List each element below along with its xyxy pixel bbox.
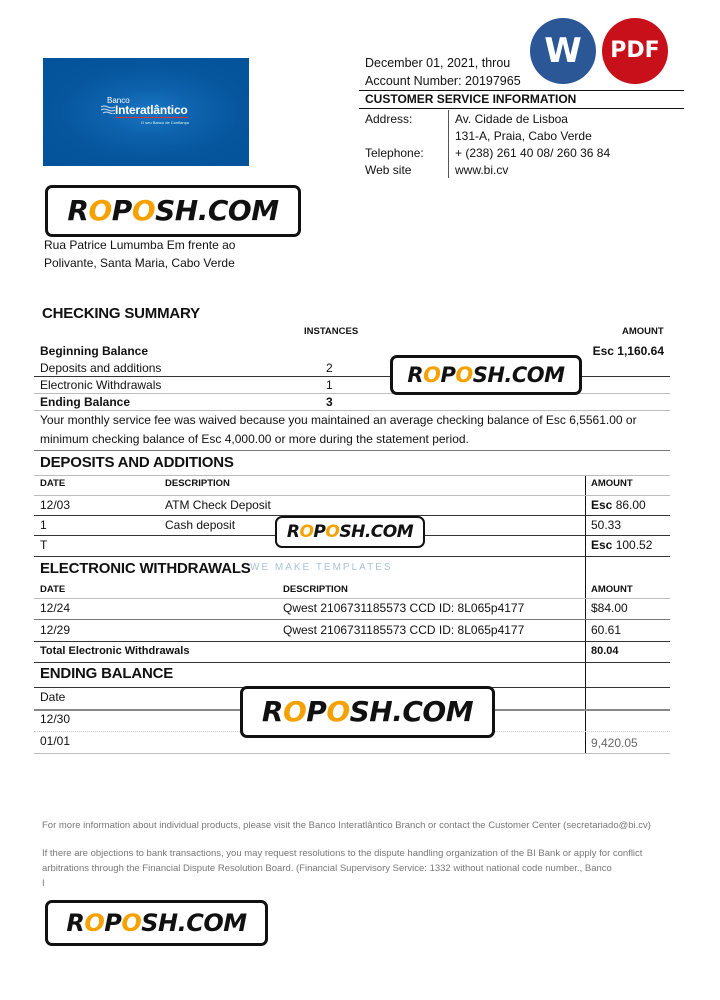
cs-label-address: Address: (365, 112, 413, 126)
withdrawals-total-label: Total Electronic Withdrawals (40, 645, 190, 657)
wm-letter: O (455, 363, 473, 387)
withdrawals-total-amount: 80.04 (591, 645, 619, 657)
wm-letter: P (111, 194, 132, 227)
summary-label-beginning: Beginning Balance (40, 344, 149, 358)
summary-label-deposits: Deposits and additions (40, 361, 162, 375)
amount-value: 86.00 (612, 498, 646, 512)
withdrawal-amount: $84.00 (591, 601, 628, 615)
word-download-button[interactable] (530, 18, 596, 84)
divider (34, 598, 670, 599)
watermark-tagline: WE MAKE TEMPLATES (250, 562, 393, 573)
pdf-download-button[interactable] (602, 18, 668, 84)
withdrawals-col-date: DATE (40, 584, 66, 595)
amount-value: 100.52 (612, 538, 653, 552)
pdf-icon: PDF (610, 38, 660, 63)
withdrawals-title: ELECTRONIC WITHDRAWALS (40, 560, 251, 577)
summary-label-withdrawals: Electronic Withdrawals (40, 378, 162, 392)
wm-letter: SH.COM (339, 522, 414, 542)
divider (448, 110, 449, 178)
bank-logo (43, 58, 249, 166)
wm-letter: O (121, 909, 142, 937)
amount-value: 50.33 (591, 518, 622, 532)
divider (34, 556, 670, 557)
watermark-logo (240, 686, 495, 738)
withdrawal-date: 12/24 (40, 601, 71, 615)
withdrawals-col-amount: AMOUNT (591, 584, 633, 595)
footer-info (42, 819, 651, 833)
divider (34, 662, 670, 663)
deposit-date: 1 (40, 518, 47, 532)
customer-address-line1: Rua Patrice Lumumba Em frente ao (44, 238, 236, 252)
deposits-col-amount: AMOUNT (591, 478, 633, 489)
ending-col-date: Date (40, 690, 66, 704)
watermark-logo (45, 185, 301, 237)
wm-letter: P (306, 695, 327, 728)
wm-letter: O (84, 909, 105, 937)
divider (34, 619, 670, 620)
checking-summary-title: CHECKING SUMMARY (42, 305, 200, 322)
deposits-col-date: DATE (40, 478, 66, 489)
wm-letter: P (440, 363, 456, 387)
footer-line1: For more information about individual products, please visit the Banco Interatlântico Branch or contact the Customer Center (secretariado@bi.cv) (42, 820, 651, 831)
deposit-total-amount (591, 538, 652, 553)
wm-letter: SH.COM (141, 909, 247, 937)
wm-letter: R (261, 695, 283, 728)
footer-line4: I (42, 878, 45, 889)
divider (34, 641, 670, 642)
summary-label-ending: Ending Balance (40, 395, 131, 409)
account-number: Account Number: 20197965 (365, 74, 521, 88)
divider (34, 475, 670, 476)
summary-instances-ending: 3 (326, 395, 333, 409)
watermark-logo (275, 516, 425, 548)
withdrawal-amount: 60.61 (591, 623, 622, 637)
customer-address-line2: Polivante, Santa Maria, Cabo Verde (44, 256, 235, 270)
divider (359, 108, 684, 109)
ending-date: 01/01 (40, 734, 71, 748)
ending-date: 12/30 (40, 712, 71, 726)
wm-letter: O (131, 194, 156, 227)
withdrawals-col-description: DESCRIPTION (283, 584, 348, 595)
divider (585, 557, 586, 753)
withdrawal-date: 12/29 (40, 623, 71, 637)
logo-tagline: O seu Banco de Confiança (141, 120, 189, 125)
col-instances: INSTANCES (304, 326, 359, 337)
wm-letter: R (66, 909, 85, 937)
wm-letter: P (313, 522, 326, 542)
col-amount: AMOUNT (622, 326, 664, 337)
divider (34, 495, 670, 496)
currency-prefix: Esc (591, 538, 613, 552)
summary-instances-deposits: 2 (326, 361, 333, 375)
wm-letter: O (326, 695, 350, 728)
deposit-total-label: T (40, 538, 48, 552)
deposits-col-description: DESCRIPTION (165, 478, 230, 489)
watermark-logo (390, 355, 582, 395)
service-fee-note-line2: minimum checking balance of Esc 4,000.00 or more during the statement period. (40, 432, 469, 446)
wm-letter: R (67, 194, 89, 227)
withdrawal-description: Qwest 2106731185573 CCD ID: 8L065p4177 (283, 601, 525, 615)
cs-label-telephone: Telephone: (365, 146, 424, 160)
service-fee-note-line1: Your monthly service fee was waived because you maintained an average checking balance of Esc 6,5561.00 or (40, 413, 637, 427)
summary-amount-beginning: Esc 1,160.64 (592, 344, 664, 358)
ending-balance-title: ENDING BALANCE (40, 665, 174, 682)
divider (34, 753, 670, 754)
deposit-description: Cash deposit (165, 518, 236, 532)
wm-letter: O (88, 194, 112, 227)
watermark-logo (45, 900, 268, 946)
deposit-date: 12/03 (40, 498, 71, 512)
summary-instances-withdrawals: 1 (326, 378, 333, 392)
deposits-title: DEPOSITS AND ADDITIONS (40, 454, 234, 471)
divider (359, 90, 684, 91)
cs-value-address1: Av. Cidade de Lisboa (455, 112, 568, 126)
wm-letter: P (104, 909, 122, 937)
wm-letter: O (282, 695, 307, 728)
word-icon: W (544, 31, 582, 71)
ending-amount: 9,420.05 (591, 736, 638, 750)
withdrawal-description: Qwest 2106731185573 CCD ID: 8L065p4177 (283, 623, 525, 637)
wave-icon (101, 104, 115, 114)
wm-letter: R (407, 363, 424, 387)
deposit-description: ATM Check Deposit (165, 498, 271, 512)
divider (585, 476, 586, 556)
wm-letter: O (299, 522, 314, 542)
logo-banco-text: Banco (107, 96, 130, 105)
cs-label-website: Web site (365, 163, 412, 177)
wm-letter: SH.COM (349, 695, 474, 728)
cs-value-website[interactable]: www.bi.cv (455, 163, 509, 177)
statement-period: December 01, 2021, throu (365, 56, 511, 70)
currency-prefix: Esc (591, 498, 613, 512)
logo-bank-name: Interatlântico (115, 103, 188, 117)
wm-letter: R (286, 522, 300, 542)
deposit-amount (591, 498, 646, 513)
footer-line2: If there are objections to bank transactions, you may request resolutions to the dispute handling organization of the BI Bank or apply for conflict (42, 848, 643, 859)
deposit-amount (591, 518, 621, 533)
footer-line3: arbitrations through the Financial Dispute Resolution Board. (Financial Supervisory Service: 1332 without national code number., Banco (42, 863, 612, 874)
cs-value-address2: 131-A, Praia, Cabo Verde (455, 129, 592, 143)
wm-letter: SH.COM (155, 194, 279, 227)
customer-service-title: CUSTOMER SERVICE INFORMATION (365, 92, 577, 106)
wm-letter: O (423, 363, 441, 387)
wm-letter: SH.COM (472, 363, 565, 387)
wm-letter: O (325, 522, 340, 542)
cs-value-telephone: + (238) 261 40 08/ 260 36 84 (455, 146, 611, 160)
divider (34, 410, 670, 411)
divider (34, 450, 670, 451)
